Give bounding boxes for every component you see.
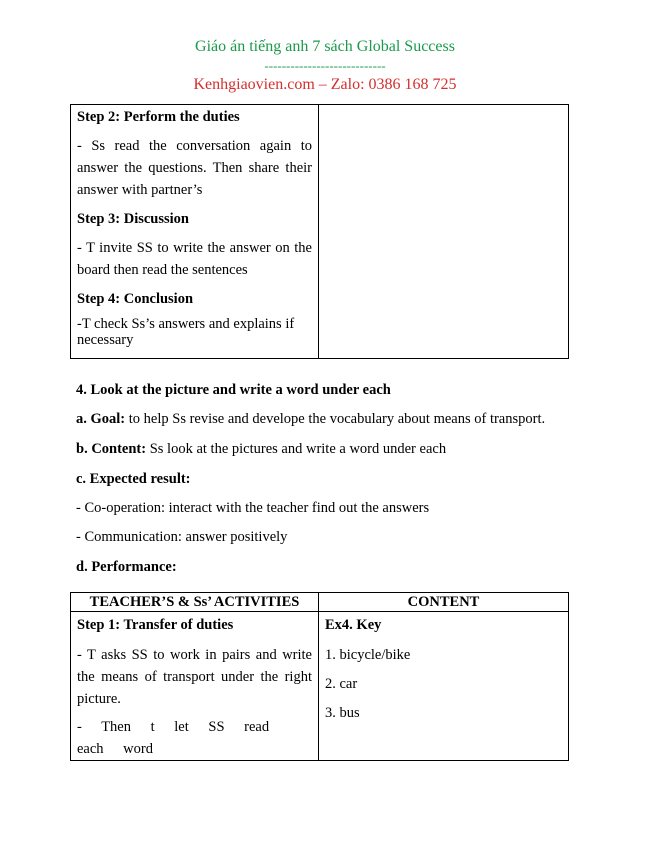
step3-text: - T invite SS to write the answer on the board then read the sentences <box>77 240 312 278</box>
key-title: Ex4. Key <box>325 617 382 633</box>
step1-text-continued: - Then t let SS read each word <box>77 719 270 757</box>
section4-heading: 4. Look at the picture and write a word under each <box>76 382 391 398</box>
key-item: 1. bicycle/bike <box>325 647 411 663</box>
col-header-content: CONTENT <box>319 593 569 612</box>
document-header-title: Giáo án tiếng anh 7 sách Global Success <box>195 38 455 55</box>
header-dash-rule: ---------------------------- <box>264 58 386 73</box>
key-item: 3. bus <box>325 705 360 721</box>
expected-result-label: c. Expected result: <box>76 471 191 487</box>
activities-table <box>70 592 569 761</box>
expected-cooperation: - Co-operation: interact with the teacher find out the answers <box>76 500 430 516</box>
content-text: Ss look at the pictures and write a word under each <box>146 441 447 457</box>
key-item: 2. car <box>325 676 358 692</box>
content-label: b. Content: <box>76 441 147 457</box>
goal-line <box>76 411 576 428</box>
content-line <box>76 441 576 458</box>
performance-label: d. Performance: <box>76 559 177 575</box>
step2-text: - Ss read the conversation again to answer the questions. Then share their answer with partner’s <box>77 138 312 198</box>
activities-table-continued <box>70 104 569 359</box>
goal-text: to help Ss revise and develope the vocabulary about means of transport. <box>125 411 546 427</box>
expected-communication: - Communication: answer positively <box>76 529 288 545</box>
teacher-activities-cell <box>71 612 319 761</box>
header-site-contact: Kenhgiaovien.com – Zalo: 0386 168 725 <box>193 76 457 93</box>
content-cell <box>319 612 569 761</box>
step4-text: -T check Ss’s answers and explains if necessary <box>77 316 295 348</box>
step1-text: - T asks SS to work in pairs and write the means of transport under the right picture. <box>77 647 312 707</box>
step3-title: Step 3: Discussion <box>77 211 189 227</box>
col-header-activities: TEACHER’S & Ss’ ACTIVITIES <box>71 593 319 612</box>
goal-label: a. Goal: <box>76 411 126 427</box>
step4-title: Step 4: Conclusion <box>77 291 194 307</box>
teacher-activities-cell <box>71 105 319 359</box>
step2-title: Step 2: Perform the duties <box>77 109 240 125</box>
content-cell-empty <box>319 105 569 359</box>
step1-title: Step 1: Transfer of duties <box>77 617 234 633</box>
